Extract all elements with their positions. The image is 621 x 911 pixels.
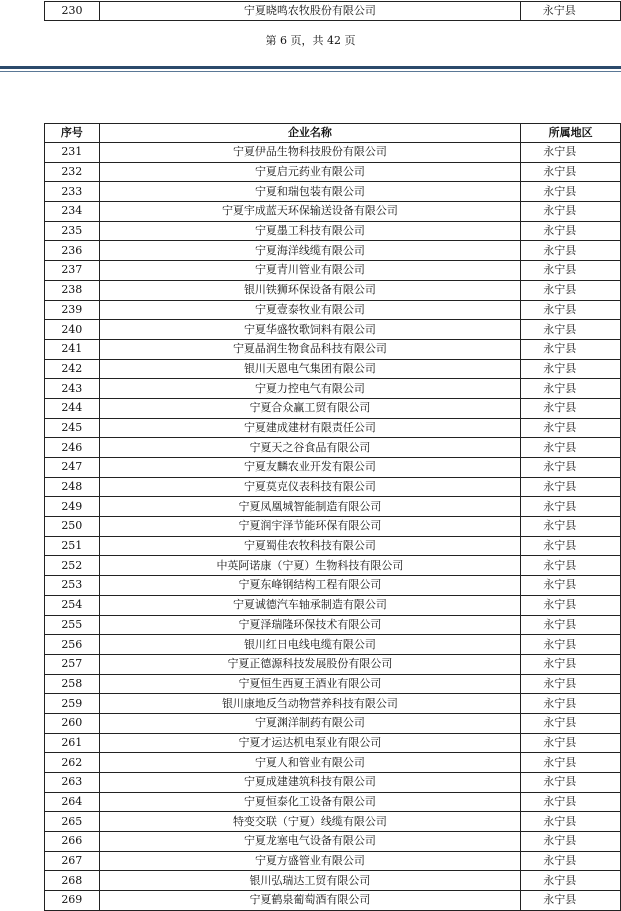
row-number: 254 [45, 595, 100, 615]
region: 永宁县 [521, 674, 621, 694]
company-name: 宁夏润宇泽节能环保有限公司 [99, 517, 521, 537]
company-name: 宁夏启元药业有限公司 [99, 162, 521, 182]
row-number: 269 [45, 891, 100, 911]
row-number: 259 [45, 694, 100, 714]
company-name: 宁夏渊洋制药有限公司 [99, 713, 521, 733]
company-name: 宁夏友麟农业开发有限公司 [99, 458, 521, 478]
table-row [45, 851, 621, 871]
table-row [45, 595, 621, 615]
company-name: 宁夏伊品生物科技股份有限公司 [99, 143, 521, 163]
table-row [45, 379, 621, 399]
company-name: 宁夏壹泰牧业有限公司 [99, 300, 521, 320]
row-number: 231 [45, 143, 100, 163]
region: 永宁县 [520, 2, 620, 21]
company-name: 银川天恩电气集团有限公司 [99, 359, 521, 379]
table-row [45, 182, 621, 202]
page-separator-thin [0, 71, 621, 72]
row-number: 238 [45, 280, 100, 300]
company-name: 宁夏宇成蓝天环保输送设备有限公司 [99, 202, 521, 222]
row-number: 255 [45, 615, 100, 635]
page-separator [0, 66, 621, 69]
row-number: 234 [45, 202, 100, 222]
company-name: 宁夏正德源科技发展股份有限公司 [99, 654, 521, 674]
region: 永宁县 [521, 556, 621, 576]
row-number: 256 [45, 635, 100, 655]
company-name: 宁夏方盛管业有限公司 [99, 851, 521, 871]
table-header-row [45, 124, 621, 143]
region: 永宁县 [521, 182, 621, 202]
company-name: 宁夏和瑞包装有限公司 [99, 182, 521, 202]
company-table [44, 123, 621, 911]
table-row [45, 143, 621, 163]
row-number: 251 [45, 536, 100, 556]
region: 永宁县 [521, 871, 621, 891]
region: 永宁县 [521, 300, 621, 320]
row-number: 233 [45, 182, 100, 202]
table-row [45, 832, 621, 852]
region: 永宁县 [521, 261, 621, 281]
row-number: 232 [45, 162, 100, 182]
row-number: 253 [45, 576, 100, 596]
company-name: 宁夏力控电气有限公司 [99, 379, 521, 399]
company-name: 特变交联（宁夏）线缆有限公司 [99, 812, 521, 832]
table-row [45, 635, 621, 655]
region: 永宁县 [521, 379, 621, 399]
row-number: 246 [45, 438, 100, 458]
table-row [45, 517, 621, 537]
region: 永宁县 [521, 398, 621, 418]
row-number: 258 [45, 674, 100, 694]
region: 永宁县 [521, 812, 621, 832]
row-number: 245 [45, 418, 100, 438]
table-row [45, 694, 621, 714]
region: 永宁县 [521, 694, 621, 714]
region: 永宁县 [521, 635, 621, 655]
company-name: 中英阿诺康（宁夏）生物科技有限公司 [99, 556, 521, 576]
region: 永宁县 [521, 497, 621, 517]
page-number: 第 6 页，共 42 页 [265, 34, 356, 47]
table-row [45, 261, 621, 281]
company-name: 宁夏恒泰化工设备有限公司 [99, 792, 521, 812]
row-number: 240 [45, 320, 100, 340]
company-name: 宁夏墨工科技有限公司 [99, 221, 521, 241]
company-name: 银川红日电线电缆有限公司 [99, 635, 521, 655]
region: 永宁县 [521, 615, 621, 635]
company-name: 宁夏成建建筑科技有限公司 [99, 773, 521, 793]
row-number: 263 [45, 773, 100, 793]
table-row [45, 871, 621, 891]
row-number: 235 [45, 221, 100, 241]
header-number: 序号 [45, 124, 100, 143]
region: 永宁县 [521, 280, 621, 300]
row-number: 260 [45, 713, 100, 733]
region: 永宁县 [521, 595, 621, 615]
row-number: 239 [45, 300, 100, 320]
company-name: 宁夏晓鸣农牧股份有限公司 [99, 2, 520, 21]
table-row [45, 418, 621, 438]
region: 永宁县 [521, 438, 621, 458]
region: 永宁县 [521, 477, 621, 497]
table-row [45, 753, 621, 773]
table-row [45, 339, 621, 359]
company-name: 宁夏海洋线缆有限公司 [99, 241, 521, 261]
table-row [45, 438, 621, 458]
row-number: 268 [45, 871, 100, 891]
region: 永宁县 [521, 576, 621, 596]
table-row [45, 713, 621, 733]
table-row [45, 202, 621, 222]
table-row [45, 359, 621, 379]
company-name: 宁夏鹤泉葡萄酒有限公司 [99, 891, 521, 911]
company-name: 银川弘瑞达工贸有限公司 [99, 871, 521, 891]
region: 永宁县 [521, 458, 621, 478]
table-row [45, 773, 621, 793]
table-row [45, 2, 621, 21]
company-name: 宁夏诚德汽车轴承制造有限公司 [99, 595, 521, 615]
row-number: 250 [45, 517, 100, 537]
table-row [45, 241, 621, 261]
row-number: 236 [45, 241, 100, 261]
company-name: 宁夏恒生西夏王酒业有限公司 [99, 674, 521, 694]
row-number: 244 [45, 398, 100, 418]
row-number: 257 [45, 654, 100, 674]
company-name: 宁夏蜀佳农牧科技有限公司 [99, 536, 521, 556]
table-row [45, 891, 621, 911]
company-name: 宁夏莫克仪表科技有限公司 [99, 477, 521, 497]
region: 永宁县 [521, 143, 621, 163]
company-name: 宁夏才运达机电泵业有限公司 [99, 733, 521, 753]
region: 永宁县 [521, 733, 621, 753]
region: 永宁县 [521, 654, 621, 674]
row-number: 262 [45, 753, 100, 773]
company-name: 宁夏晶润生物食品科技有限公司 [99, 339, 521, 359]
row-number: 247 [45, 458, 100, 478]
company-name: 宁夏天之谷食品有限公司 [99, 438, 521, 458]
row-number: 265 [45, 812, 100, 832]
company-name: 宁夏龙塞电气设备有限公司 [99, 832, 521, 852]
region: 永宁县 [521, 241, 621, 261]
row-number: 242 [45, 359, 100, 379]
company-name: 宁夏泽瑞隆环保技术有限公司 [99, 615, 521, 635]
table-row [45, 497, 621, 517]
table-row [45, 576, 621, 596]
company-name: 宁夏华盛牧歌饲料有限公司 [99, 320, 521, 340]
row-number: 252 [45, 556, 100, 576]
table-row [45, 162, 621, 182]
row-number: 243 [45, 379, 100, 399]
region: 永宁县 [521, 773, 621, 793]
company-name: 宁夏青川管业有限公司 [99, 261, 521, 281]
row-number: 267 [45, 851, 100, 871]
table-row [45, 320, 621, 340]
region: 永宁县 [521, 517, 621, 537]
region: 永宁县 [521, 202, 621, 222]
company-name: 宁夏合众赢工贸有限公司 [99, 398, 521, 418]
table-row [45, 733, 621, 753]
table-row [45, 536, 621, 556]
company-name: 宁夏东峰钢结构工程有限公司 [99, 576, 521, 596]
region: 永宁县 [521, 713, 621, 733]
company-name: 宁夏凤凰城智能制造有限公司 [99, 497, 521, 517]
region: 永宁县 [521, 832, 621, 852]
region: 永宁县 [521, 162, 621, 182]
region: 永宁县 [521, 339, 621, 359]
table-row [45, 221, 621, 241]
region: 永宁县 [521, 418, 621, 438]
header-region: 所属地区 [521, 124, 621, 143]
row-number: 230 [45, 2, 100, 21]
table-row [45, 792, 621, 812]
region: 永宁县 [521, 221, 621, 241]
region: 永宁县 [521, 891, 621, 911]
row-number: 249 [45, 497, 100, 517]
region: 永宁县 [521, 851, 621, 871]
table-row [45, 458, 621, 478]
company-name: 宁夏人和管业有限公司 [99, 753, 521, 773]
region: 永宁县 [521, 753, 621, 773]
table-row [45, 615, 621, 635]
table-row [45, 300, 621, 320]
row-number: 248 [45, 477, 100, 497]
company-name: 银川铁狮环保设备有限公司 [99, 280, 521, 300]
company-name: 银川康地反刍动物营养科技有限公司 [99, 694, 521, 714]
table-row [45, 280, 621, 300]
region: 永宁县 [521, 792, 621, 812]
table-row [45, 556, 621, 576]
row-number: 237 [45, 261, 100, 281]
company-name: 宁夏建成建材有限责任公司 [99, 418, 521, 438]
row-number: 241 [45, 339, 100, 359]
region: 永宁县 [521, 359, 621, 379]
table-row [45, 654, 621, 674]
region: 永宁县 [521, 536, 621, 556]
previous-page-table [44, 1, 621, 21]
region: 永宁县 [521, 320, 621, 340]
table-row [45, 477, 621, 497]
row-number: 266 [45, 832, 100, 852]
table-row [45, 398, 621, 418]
header-company-name: 企业名称 [99, 124, 521, 143]
table-row [45, 674, 621, 694]
row-number: 261 [45, 733, 100, 753]
row-number: 264 [45, 792, 100, 812]
table-row [45, 812, 621, 832]
